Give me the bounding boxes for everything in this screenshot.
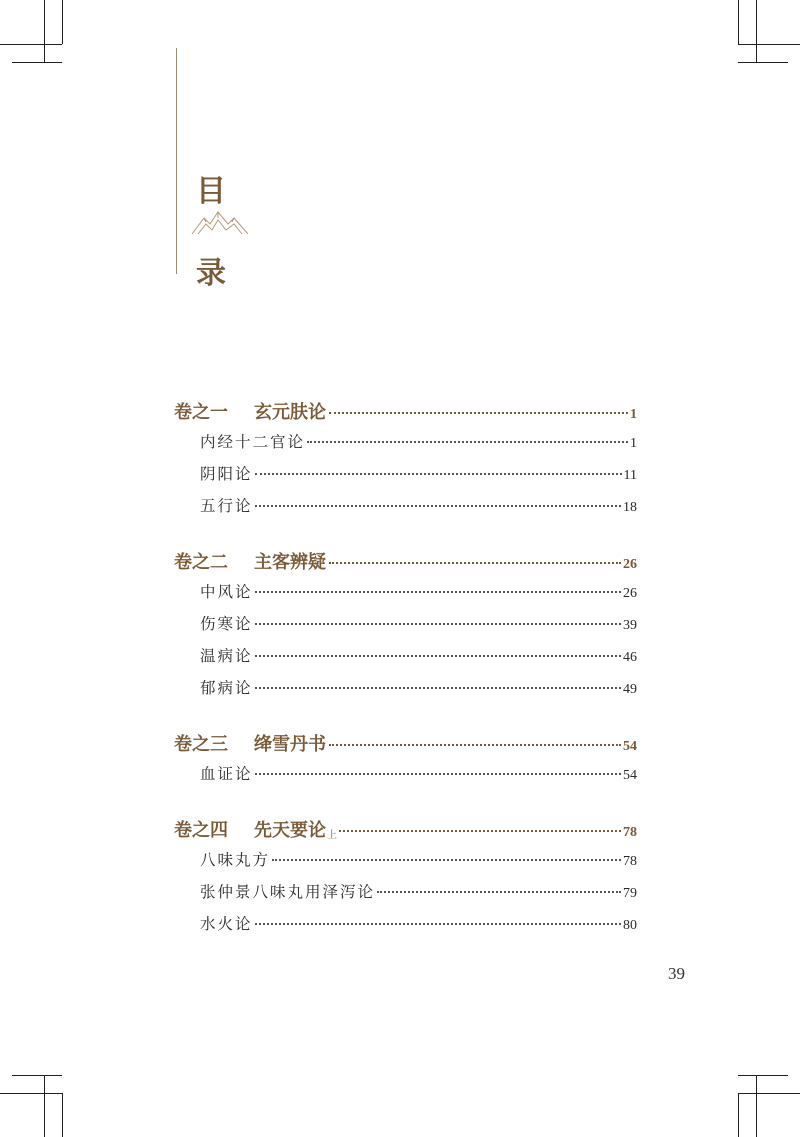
toc-volume-group — [174, 398, 637, 526]
toc-chapter-row[interactable] — [174, 816, 637, 848]
dot-leader — [272, 859, 621, 861]
dot-leader — [329, 412, 628, 414]
toc-item-title: 温病论 — [200, 647, 253, 665]
crop-mark — [738, 0, 739, 44]
crop-mark — [738, 62, 788, 63]
dot-leader — [255, 505, 621, 507]
toc-page-number: 18 — [623, 500, 637, 515]
toc-chapter-title: 绛雪丹书 — [254, 734, 326, 755]
toc-page-number: 26 — [623, 557, 637, 572]
toc-chapter-title: 玄元肤论 — [254, 402, 326, 423]
toc-volume-group — [174, 730, 637, 794]
toc-chapter-row[interactable] — [174, 398, 637, 430]
dot-leader — [255, 473, 622, 475]
toc-item-row[interactable] — [174, 848, 637, 880]
toc-item-row[interactable] — [174, 612, 637, 644]
toc-item-row[interactable] — [174, 912, 637, 944]
toc-item-title: 五行论 — [200, 497, 253, 515]
crop-mark — [62, 0, 63, 44]
toc-item-row[interactable] — [174, 494, 637, 526]
toc-item-title: 张仲景八味丸用泽泻论 — [200, 883, 376, 901]
toc-page-number: 46 — [623, 650, 637, 665]
toc-volume-group — [174, 816, 637, 944]
toc-chapter-title: 先天要论 — [254, 820, 326, 841]
mountain-ornament-icon — [190, 206, 256, 236]
crop-mark — [62, 1093, 63, 1137]
toc-item-row[interactable] — [174, 644, 637, 676]
toc-volume-number: 卷之三 — [174, 734, 228, 755]
toc-item-title: 内经十二官论 — [200, 433, 306, 451]
toc-item-row[interactable] — [174, 762, 637, 794]
page-title-char-2: 录 — [196, 256, 226, 291]
table-of-contents — [174, 398, 637, 966]
crop-mark — [44, 0, 45, 62]
toc-item-title: 伤寒论 — [200, 615, 253, 633]
toc-item-title: 水火论 — [200, 915, 253, 933]
crop-mark — [756, 0, 757, 62]
dot-leader — [255, 923, 621, 925]
toc-chapter-title: 主客辨疑 — [254, 552, 326, 573]
crop-mark — [0, 1093, 62, 1094]
dot-leader — [255, 591, 621, 593]
crop-mark — [12, 1075, 62, 1076]
toc-item-title: 阴阳论 — [200, 465, 253, 483]
toc-page-number: 78 — [623, 825, 637, 840]
toc-page-number: 78 — [623, 854, 637, 869]
crop-mark — [738, 1075, 788, 1076]
toc-chapter-suffix: 上 — [327, 830, 337, 841]
dot-leader — [255, 655, 621, 657]
dot-leader — [339, 830, 621, 832]
toc-item-row[interactable] — [174, 880, 637, 912]
toc-volume-number: 卷之四 — [174, 820, 228, 841]
dot-leader — [255, 773, 621, 775]
toc-volume-number: 卷之二 — [174, 552, 228, 573]
crop-mark — [738, 1093, 739, 1137]
dot-leader — [255, 623, 621, 625]
toc-item-row[interactable] — [174, 462, 637, 494]
toc-page-number: 80 — [623, 918, 637, 933]
crop-mark — [12, 62, 62, 63]
dot-leader — [307, 441, 628, 443]
toc-page-number: 1 — [630, 436, 637, 451]
toc-volume-group — [174, 548, 637, 708]
dot-leader — [329, 744, 621, 746]
toc-item-title: 中风论 — [200, 583, 253, 601]
toc-item-row[interactable] — [174, 430, 637, 462]
toc-page-number: 54 — [623, 739, 637, 754]
crop-mark — [738, 1093, 800, 1094]
toc-volume-number: 卷之一 — [174, 402, 228, 423]
toc-page-number: 26 — [623, 586, 637, 601]
dot-leader — [255, 687, 621, 689]
page-title-char-1: 目 — [196, 174, 226, 209]
crop-mark — [44, 1075, 45, 1137]
toc-page-number: 54 — [623, 768, 637, 783]
toc-item-row[interactable] — [174, 580, 637, 612]
crop-mark — [738, 44, 800, 45]
toc-item-title: 郁病论 — [200, 679, 253, 697]
dot-leader — [377, 891, 621, 893]
page-number: 39 — [668, 964, 685, 983]
toc-item-title: 八味丸方 — [200, 851, 271, 869]
toc-page-number: 49 — [623, 682, 637, 697]
toc-chapter-row[interactable] — [174, 730, 637, 762]
toc-page-number: 1 — [630, 407, 637, 422]
toc-item-row[interactable] — [174, 676, 637, 708]
toc-page-number: 39 — [623, 618, 637, 633]
toc-page-number: 79 — [623, 886, 637, 901]
crop-mark — [756, 1075, 757, 1137]
toc-item-title: 血证论 — [200, 765, 253, 783]
title-rule — [176, 48, 177, 274]
crop-mark — [0, 44, 62, 45]
toc-page-number: 11 — [623, 468, 637, 483]
dot-leader — [329, 562, 621, 564]
toc-chapter-row[interactable] — [174, 548, 637, 580]
